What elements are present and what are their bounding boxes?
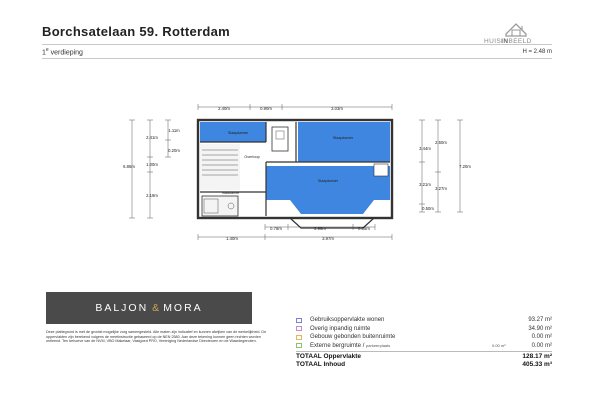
slaapkamer-top-label: Slaapkamer: [332, 136, 354, 140]
floor-ordinal: 1: [42, 49, 46, 57]
dim-bottom-inner-2: 2.96m: [314, 226, 326, 231]
overloop-label: Overloop: [244, 155, 260, 159]
dim-top-2: 0.90m: [260, 106, 272, 111]
dim-left-1: 2.41m: [146, 135, 158, 140]
dim-right-4: 3.27m: [435, 186, 447, 191]
legend-swatch: [296, 343, 302, 348]
dim-right-5: 0.50m: [422, 206, 434, 211]
total-value: 405.33 m³: [522, 361, 552, 368]
dim-left-3: 2.19m: [146, 193, 158, 198]
legend-swatch: [296, 326, 302, 331]
total-value: 128.17 m²: [522, 353, 552, 360]
legend-swatch: [296, 335, 302, 340]
floor-label: [42, 47, 83, 56]
floor-plan: [110, 100, 490, 250]
dim-bottom-2: 3.97m: [322, 236, 334, 241]
dim-bottom-1: 1.40m: [226, 236, 238, 241]
floor-name: verdieping: [50, 49, 83, 57]
legend-label-main: Externe bergruimte /: [310, 342, 365, 349]
dim-left-inner-2: 0.20m: [168, 148, 180, 153]
brand-right: MORA: [163, 302, 203, 314]
dim-top-3: 3.03m: [331, 106, 343, 111]
legend-label-extra: parkeerplaats: [366, 342, 391, 348]
area-legend: [296, 316, 552, 369]
brand-amp: &: [152, 302, 160, 314]
legend-row: [296, 316, 552, 325]
legend-label: [310, 342, 390, 351]
dim-right-2: 3.44m: [419, 146, 431, 151]
dim-right-3: 3.21m: [419, 182, 431, 187]
header-divider: [42, 44, 552, 45]
header-bottom-divider: [42, 58, 552, 59]
ceiling-height: H = 2.48 m: [522, 49, 552, 55]
slaapkamer-bottom-label: Slaapkamer: [317, 179, 339, 183]
brand-left: BALJON: [95, 302, 149, 314]
dim-right-total: 7.20m: [459, 164, 471, 169]
dim-bottom-inner-3: 0.85m: [358, 226, 370, 231]
legend-value: 0.00 m²: [531, 342, 552, 349]
logo-part-huis: HUIS: [484, 38, 502, 45]
legend-row: [296, 342, 552, 351]
legend-swatch: [296, 318, 302, 323]
legend-label: Gebouw gebonden buitenruimte: [310, 334, 396, 340]
agency-logo: [46, 292, 252, 324]
dim-right-1: 2.50m: [435, 140, 447, 145]
dim-top-1: 2.40m: [218, 106, 230, 111]
logo-part-beeld: BEELD: [508, 38, 532, 45]
dim-left-2: 1.00m: [146, 162, 158, 167]
dim-left-inner-1: 1.11m: [168, 128, 180, 133]
legend-row: [296, 325, 552, 334]
legend-divider: [296, 351, 552, 352]
total-row: [296, 361, 552, 369]
page-title: Borchsatelaan 59. Rotterdam: [42, 24, 230, 39]
legend-row: [296, 333, 552, 342]
total-row: [296, 353, 552, 361]
floor-suffix: e: [45, 47, 49, 53]
disclaimer-text: Deze plattegrond is met de grootst mogelijke zorg samengesteld. Alle maten zijn indicatief en kunnen afwijken van de werkelijkheid. De oppervlakten zijn berekend volgens de meetinstructie gebaseerd op de NEN 2580. Aan deze tekening kunnen geen rechten worden ontleend. Ten behoeve van de NVM, VBO Makelaar, Vastgoed PRO, Vereniging Nederlandse Directeuren en de Waardegenoten.: [46, 330, 267, 343]
logo-text: [484, 38, 532, 45]
logo-part-in: IN: [501, 38, 509, 45]
legend-value: 34.90 m²: [528, 325, 552, 332]
badkamer-label: Badkamer: [222, 191, 240, 195]
slaapkamer-top-room: [298, 122, 390, 162]
legend-label: Gebruiksoppervlakte wonen: [310, 317, 385, 323]
dim-bottom-inner-1: 0.78m: [270, 226, 282, 231]
total-label: TOTAAL Inhoud: [296, 361, 346, 368]
dim-left-total: 6.86m: [123, 164, 135, 169]
legend-label: Overig inpandig ruimte: [310, 325, 371, 332]
legend-small-value: 0.00 m²: [492, 342, 506, 348]
legend-value: 93.27 m²: [528, 317, 552, 323]
total-label: TOTAAL Oppervlakte: [296, 353, 362, 360]
legend-value: 0.00 m²: [531, 334, 552, 340]
slaapkamer-small-label: Slaapkamer: [227, 131, 249, 135]
